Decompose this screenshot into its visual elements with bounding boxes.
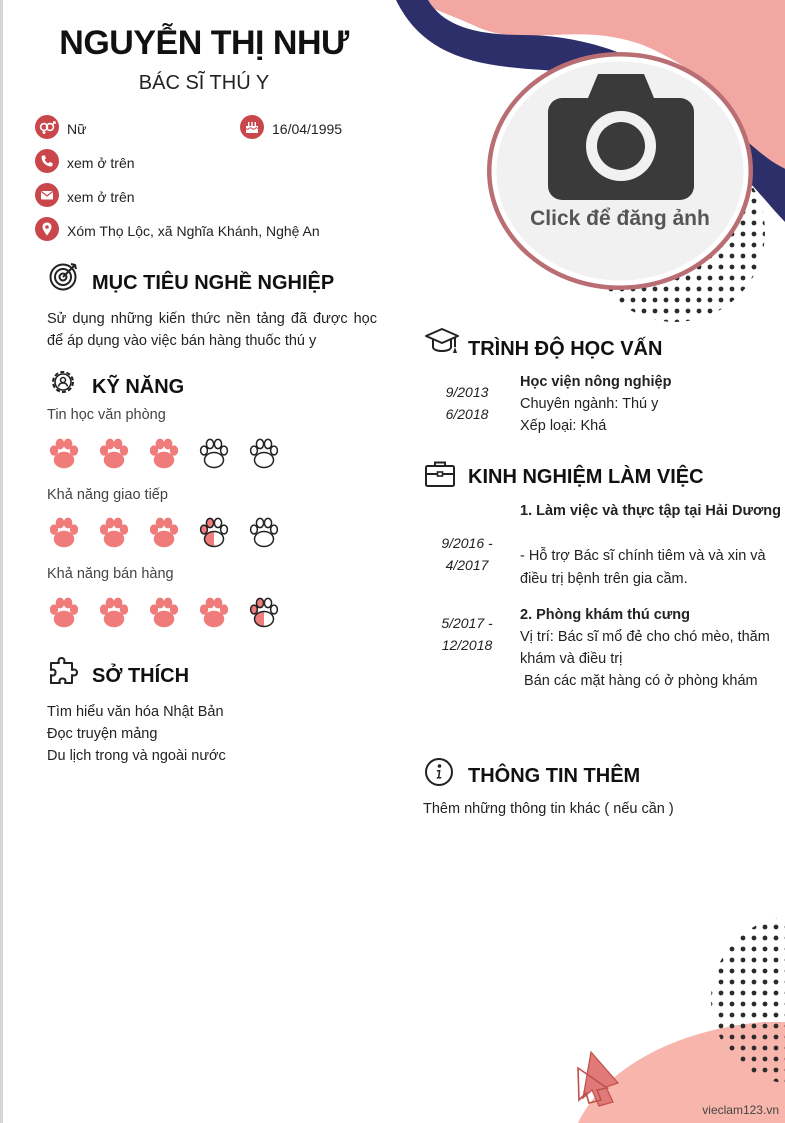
paw-icon: [196, 594, 232, 628]
phone-value: xem ở trên: [67, 155, 135, 171]
address-value: Xóm Thọ Lộc, xã Nghĩa Khánh, Nghệ An: [67, 223, 320, 239]
hobbies-list: [47, 701, 226, 767]
paw-icon: [196, 435, 232, 469]
skill-rating: [46, 594, 282, 628]
experience-end-date: 4/2017: [445, 557, 489, 573]
school-name: Học viện nông nghiệp: [520, 374, 672, 390]
skill-label: Khả năng bán hàng: [47, 566, 174, 582]
paw-icon: [146, 435, 182, 469]
education-start-date: 9/2013: [445, 384, 489, 400]
paw-icon: [46, 514, 82, 548]
extra-info-text: Thêm những thông tin khác ( nếu cần ): [423, 801, 674, 817]
skills-title: KỸ NĂNG: [92, 376, 185, 398]
career-goal-line: để áp dụng vào việc bán hàng thuốc thú y: [47, 333, 317, 349]
experience-heading: 2. Phòng khám thú cưng: [520, 607, 691, 623]
photo-placeholder[interactable]: [485, 50, 755, 292]
target-icon: [48, 260, 80, 292]
experience-dates: [427, 532, 507, 576]
paw-icon: [196, 514, 232, 548]
skill-label: Tin học văn phòng: [47, 407, 166, 423]
experience-line: khám và điều trị: [520, 651, 623, 667]
phone-icon: [35, 149, 59, 173]
experience-line: Vị trí: Bác sĩ mổ đẻ cho chó mèo, thăm: [520, 629, 770, 645]
experience-line: Bán các mặt hàng có ở phòng khám: [520, 673, 758, 689]
hobby-item: Du lịch trong và ngoài nước: [47, 748, 226, 764]
paw-icon: [246, 594, 282, 628]
paw-icon: [96, 435, 132, 469]
extra-info-title: THÔNG TIN THÊM: [468, 765, 641, 787]
education-major: Chuyên ngành: Thú y: [520, 396, 659, 412]
experience-line: - Hỗ trợ Bác sĩ chính tiêm và và xin và: [520, 548, 766, 564]
photo-caption[interactable]: Click để đăng ảnh: [530, 207, 710, 230]
experience-start-date: 9/2016 -: [441, 535, 493, 551]
skill-rating: [46, 514, 282, 548]
hobby-item: Đọc truyện mảng: [47, 726, 158, 742]
experience-description: [520, 626, 782, 692]
education-grade: Xếp loại: Khá: [520, 418, 607, 434]
hobbies-title: SỞ THÍCH: [92, 665, 190, 687]
hobby-item: Tìm hiểu văn hóa Nhật Bản: [47, 704, 224, 720]
email-value: xem ở trên: [67, 189, 135, 205]
paw-icon: [96, 594, 132, 628]
skill-rating: [46, 435, 282, 469]
skill-label: Khả năng giao tiếp: [47, 487, 168, 503]
experience-line: điều trị bệnh trên gia cầm.: [520, 571, 688, 587]
location-pin-icon: [35, 217, 59, 241]
paw-icon: [46, 594, 82, 628]
email-icon: [35, 183, 59, 207]
experience-description: [520, 545, 780, 591]
education-details: [520, 371, 780, 437]
experience-start-date: 5/2017 -: [441, 615, 493, 631]
paw-icon: [246, 514, 282, 548]
career-goal-line: Sử dụng những kiến thức nền tảng đã được học: [47, 311, 377, 327]
education-dates: [427, 381, 507, 425]
paw-icon: [146, 514, 182, 548]
watermark: vieclam123.vn: [702, 1103, 779, 1117]
experience-heading: 1. Làm việc và thực tập tại Hải Dương: [520, 503, 781, 519]
gender-value: Nữ: [67, 121, 87, 137]
gender-icon: [35, 115, 59, 139]
info-icon: [424, 757, 454, 787]
job-title: BÁC SĨ THÚ Y: [138, 72, 270, 94]
education-title: TRÌNH ĐỘ HỌC VẤN: [468, 338, 663, 360]
full-name: NGUYỄN THỊ NHƯ: [59, 24, 349, 62]
paw-icon: [46, 435, 82, 469]
paw-icon: [146, 594, 182, 628]
birthday-cake-icon: [240, 115, 264, 139]
briefcase-icon: [424, 459, 456, 489]
career-goal-text: [47, 308, 377, 352]
experience-title: KINH NGHIỆM LÀM VIỆC: [468, 466, 704, 488]
experience-end-date: 12/2018: [441, 637, 493, 653]
paw-icon: [96, 514, 132, 548]
career-goal-title: MỤC TIÊU NGHỀ NGHIỆP: [92, 272, 335, 294]
birthday-value: 16/04/1995: [272, 121, 343, 137]
graduation-cap-icon: [424, 326, 460, 358]
gear-icon: [48, 366, 80, 398]
puzzle-icon: [48, 654, 80, 686]
education-end-date: 6/2018: [445, 406, 489, 422]
experience-dates: [427, 612, 507, 656]
paw-icon: [246, 435, 282, 469]
